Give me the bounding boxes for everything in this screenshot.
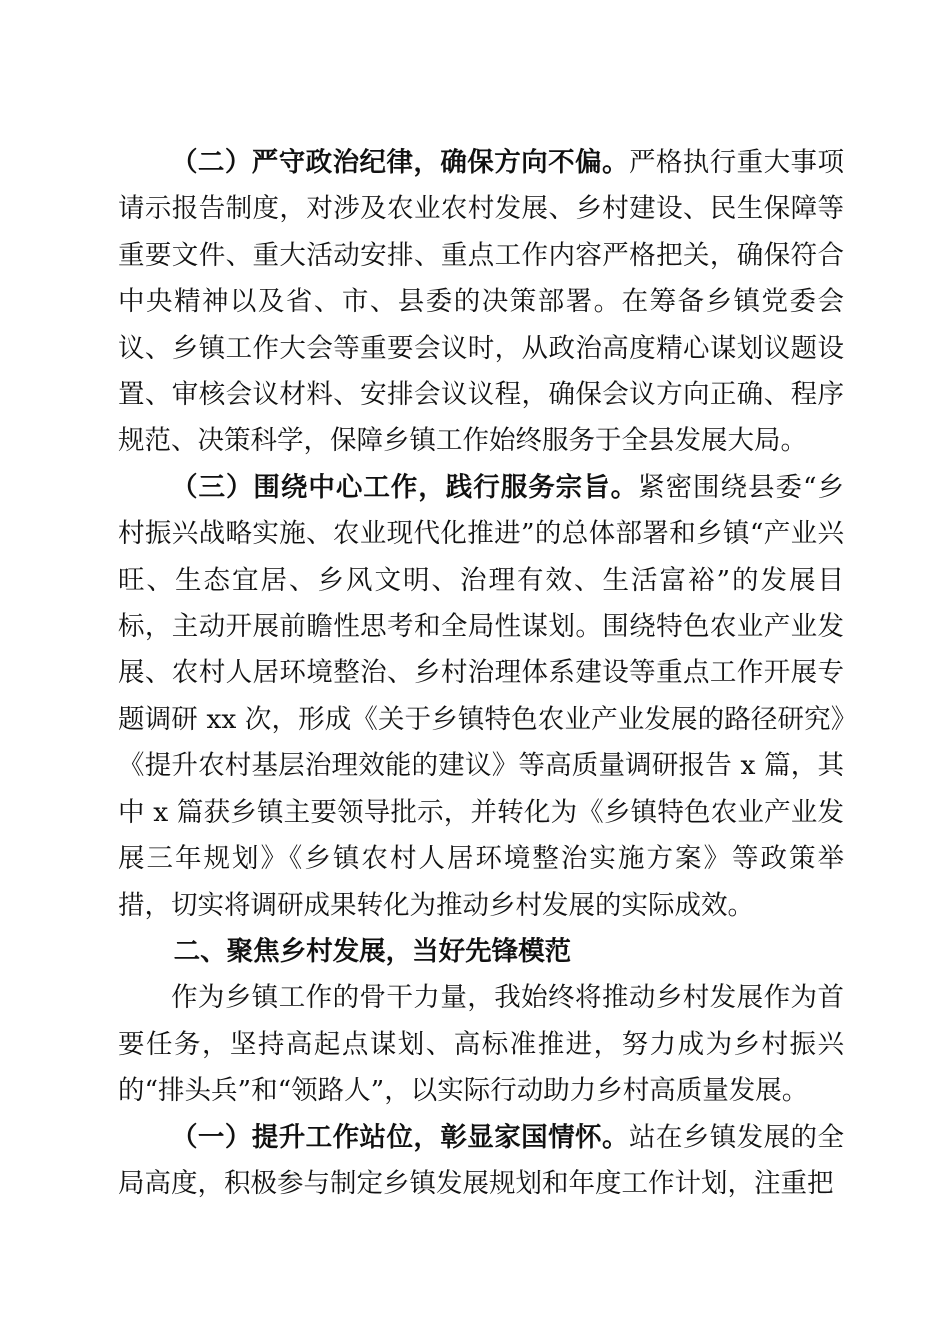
section-intro: 作为乡镇工作的骨干力量，我始终将推动乡村发展作为首要任务，坚持高起点谋划、高标准推进，努力成为乡村振兴的“排头兵”和“领路人”，以实际行动助力乡村高质量发展。: [118, 982, 844, 1107]
paragraph-lead: （二）严守政治纪律，确保方向不偏。: [171, 147, 629, 178]
paragraph-political-discipline: [118, 140, 844, 465]
paragraph-body: 紧密围绕县委“乡村振兴战略实施、农业现代化推进”的总体部署和乡镇“产业兴旺、生态宜居、乡风文明、治理有效、生活富裕”的发展目标，主动开展前瞻性思考和全局性谋划。围绕特色农业产业发展、农村人居环境整治、乡村治理体系建设等重点工作开展专题调研 xx 次，形成《关于乡镇特色农业产业发展的路径研究》《提升农村基层治理效能的建议》等高质量调研报告 x 篇，其中 x 篇获乡镇主要领导批示，并转化为《乡镇特色农业产业发展三年规划》《乡镇农村人居环境整治实施方案》等政策举措，切实将调研成果转化为推动乡村发展的实际成效。: [118, 471, 844, 921]
paragraph-lead: （三）围绕中心工作，践行服务宗旨。: [171, 471, 639, 503]
paragraph-lead: （一）提升工作站位，彰显家国情怀。: [171, 1121, 629, 1153]
paragraph-body: 站在乡镇发展的全局高度，积极参与制定乡镇发展规划和年度工作计划，注重把: [118, 1121, 844, 1199]
document-page: [118, 140, 844, 1207]
paragraph-work-position: [118, 1115, 844, 1208]
paragraph-body: 严格执行重大事项请示报告制度，对涉及农业农村发展、乡村建设、民生保障等重要文件、重大活动安排、重点工作内容严格把关，确保符合中央精神以及省、市、县委的决策部署。在筹备乡镇党委会议、乡镇工作大会等重要会议时，从政治高度精心谋划议题设置、审核会议材料、安排会议议程，确保会议方向正确、程序规范、决策科学，保障乡镇工作始终服务于全县发展大局。: [118, 147, 844, 457]
paragraph-central-work: [118, 465, 844, 929]
section-heading: 二、聚焦乡村发展，当好先锋模范: [173, 935, 572, 967]
